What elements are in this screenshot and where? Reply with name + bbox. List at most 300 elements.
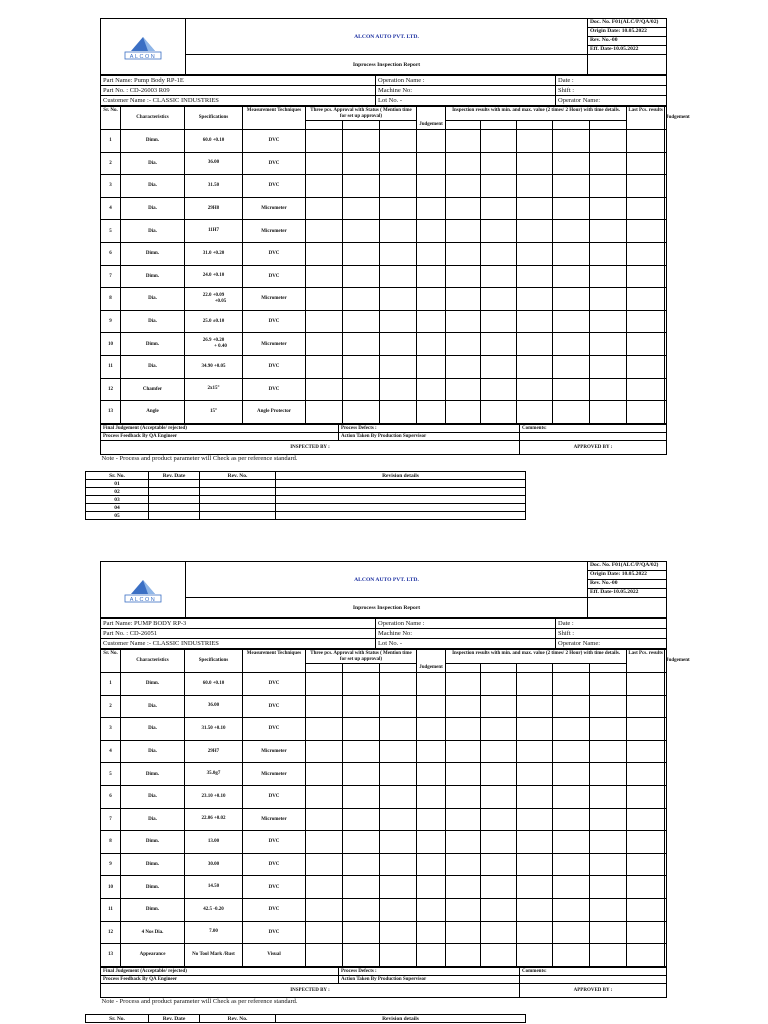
cell-entry[interactable] <box>665 130 667 153</box>
cell-entry[interactable] <box>590 853 627 876</box>
cell-entry[interactable] <box>590 355 627 378</box>
cell-entry[interactable] <box>343 876 380 899</box>
cell-entry[interactable] <box>446 310 481 333</box>
cell-entry[interactable] <box>343 175 380 198</box>
cell-entry[interactable] <box>665 898 667 921</box>
cell-entry[interactable] <box>553 921 590 944</box>
cell-entry[interactable] <box>517 898 553 921</box>
cell-entry[interactable] <box>380 740 417 763</box>
cell-entry[interactable] <box>481 853 517 876</box>
cell-entry[interactable] <box>665 785 667 808</box>
cell-entry[interactable] <box>446 355 481 378</box>
cell-entry[interactable] <box>627 152 665 175</box>
cell-entry[interactable] <box>481 378 517 401</box>
cell-entry[interactable] <box>417 220 446 243</box>
cell-entry[interactable] <box>417 695 446 718</box>
cell-entry[interactable] <box>343 378 380 401</box>
cell-entry[interactable] <box>417 288 446 311</box>
cell-entry[interactable] <box>306 378 343 401</box>
cell-entry[interactable] <box>553 220 590 243</box>
cell-entry[interactable] <box>517 355 553 378</box>
cell-entry[interactable] <box>417 853 446 876</box>
cell-entry[interactable] <box>627 763 665 786</box>
cell-entry[interactable] <box>306 695 343 718</box>
cell-entry[interactable] <box>417 242 446 265</box>
cell-entry[interactable] <box>481 333 517 356</box>
operation-name-field[interactable]: Operation Name : <box>376 619 556 629</box>
cell-entry[interactable] <box>665 242 667 265</box>
cell-entry[interactable] <box>481 831 517 854</box>
cell-entry[interactable] <box>517 763 553 786</box>
cell-entry[interactable] <box>627 876 665 899</box>
cell-entry[interactable] <box>417 378 446 401</box>
cell-entry[interactable] <box>446 152 481 175</box>
cell-entry[interactable] <box>553 785 590 808</box>
cell-entry[interactable] <box>665 944 667 967</box>
cell-entry[interactable] <box>343 898 380 921</box>
cell-entry[interactable] <box>627 378 665 401</box>
cell-entry[interactable] <box>306 785 343 808</box>
cell-entry[interactable] <box>306 898 343 921</box>
cell-entry[interactable] <box>553 763 590 786</box>
cell-entry[interactable] <box>446 898 481 921</box>
cell-entry[interactable] <box>590 333 627 356</box>
cell-entry[interactable] <box>380 355 417 378</box>
cell-entry[interactable] <box>417 763 446 786</box>
cell-entry[interactable] <box>665 152 667 175</box>
cell-entry[interactable] <box>446 876 481 899</box>
cell-entry[interactable] <box>481 152 517 175</box>
cell-entry[interactable] <box>481 220 517 243</box>
operation-name-field[interactable]: Operation Name : <box>376 76 556 86</box>
cell-entry[interactable] <box>417 921 446 944</box>
cell-entry[interactable] <box>343 808 380 831</box>
cell-entry[interactable] <box>553 265 590 288</box>
cell-entry[interactable] <box>590 898 627 921</box>
cell-entry[interactable] <box>627 355 665 378</box>
cell-entry[interactable] <box>417 740 446 763</box>
cell-entry[interactable] <box>446 220 481 243</box>
cell-entry[interactable] <box>590 808 627 831</box>
cell-entry[interactable] <box>481 401 517 424</box>
lot-no-field[interactable]: Lot No. - <box>376 96 556 106</box>
cell-entry[interactable] <box>665 333 667 356</box>
cell-entry[interactable] <box>306 288 343 311</box>
cell-entry[interactable] <box>380 763 417 786</box>
cell-entry[interactable] <box>590 152 627 175</box>
cell-entry[interactable] <box>665 401 667 424</box>
cell-entry[interactable] <box>517 310 553 333</box>
cell-entry[interactable] <box>380 673 417 696</box>
cell-characteristic: Dia. <box>121 355 185 378</box>
cell-entry[interactable] <box>517 921 553 944</box>
cell-entry[interactable] <box>306 175 343 198</box>
cell-entry[interactable] <box>343 288 380 311</box>
cell-entry[interactable] <box>446 378 481 401</box>
cell-entry[interactable] <box>343 944 380 967</box>
cell-entry[interactable] <box>417 808 446 831</box>
cell-entry[interactable] <box>627 695 665 718</box>
cell-entry[interactable] <box>665 831 667 854</box>
cell-entry[interactable] <box>306 763 343 786</box>
cell-entry[interactable] <box>306 921 343 944</box>
cell-entry[interactable] <box>627 220 665 243</box>
cell-entry[interactable] <box>446 673 481 696</box>
cell-entry[interactable] <box>343 763 380 786</box>
cell-entry[interactable] <box>627 853 665 876</box>
cell-entry[interactable] <box>517 152 553 175</box>
shift-field[interactable]: Shift : <box>556 629 667 639</box>
cell-entry[interactable] <box>627 175 665 198</box>
cell-entry[interactable] <box>627 898 665 921</box>
cell-entry[interactable] <box>306 152 343 175</box>
cell-entry[interactable] <box>446 288 481 311</box>
cell-entry[interactable] <box>380 808 417 831</box>
cell-entry[interactable] <box>343 740 380 763</box>
cell-entry[interactable] <box>517 853 553 876</box>
cell-entry[interactable] <box>380 220 417 243</box>
cell-entry[interactable] <box>380 921 417 944</box>
cell-entry[interactable] <box>343 401 380 424</box>
cell-entry[interactable] <box>665 355 667 378</box>
cell-entry[interactable] <box>517 333 553 356</box>
cell-entry[interactable] <box>380 401 417 424</box>
cell-entry[interactable] <box>590 401 627 424</box>
cell-entry[interactable] <box>590 785 627 808</box>
cell-entry[interactable] <box>627 197 665 220</box>
machine-no-field[interactable]: Machine No: <box>376 629 556 639</box>
cell-entry[interactable] <box>380 785 417 808</box>
cell-entry[interactable] <box>446 695 481 718</box>
cell-entry[interactable] <box>517 944 553 967</box>
cell-entry[interactable] <box>306 401 343 424</box>
cell-entry[interactable] <box>553 310 590 333</box>
cell-entry[interactable] <box>343 242 380 265</box>
cell-entry[interactable] <box>380 333 417 356</box>
table-row <box>101 695 667 718</box>
cell-entry[interactable] <box>481 944 517 967</box>
cell-entry[interactable] <box>481 288 517 311</box>
operator-name-field[interactable]: Operator Name: <box>556 639 667 649</box>
cell-entry[interactable] <box>553 944 590 967</box>
cell-entry[interactable] <box>590 130 627 153</box>
cell-entry[interactable] <box>517 197 553 220</box>
cell-entry[interactable] <box>590 673 627 696</box>
cell-entry[interactable] <box>306 333 343 356</box>
cell-entry[interactable] <box>627 265 665 288</box>
cell-entry[interactable] <box>665 763 667 786</box>
cell-entry[interactable] <box>481 355 517 378</box>
cell-entry[interactable] <box>627 944 665 967</box>
cell-entry[interactable] <box>446 333 481 356</box>
cell-entry[interactable] <box>306 876 343 899</box>
cell-entry[interactable] <box>627 401 665 424</box>
cell-entry[interactable] <box>380 152 417 175</box>
cell-entry[interactable] <box>553 898 590 921</box>
cell-entry[interactable] <box>446 785 481 808</box>
cell-entry[interactable] <box>481 763 517 786</box>
cell-entry[interactable] <box>343 831 380 854</box>
cell-entry[interactable] <box>343 673 380 696</box>
cell-entry[interactable] <box>306 718 343 741</box>
cell-entry[interactable] <box>417 876 446 899</box>
cell-entry[interactable] <box>481 898 517 921</box>
cell-entry[interactable] <box>590 378 627 401</box>
cell-entry[interactable] <box>665 921 667 944</box>
cell-entry[interactable] <box>590 175 627 198</box>
cell-entry[interactable] <box>343 853 380 876</box>
cell-entry[interactable] <box>517 130 553 153</box>
cell-entry[interactable] <box>553 355 590 378</box>
cell-entry[interactable] <box>380 175 417 198</box>
cell-entry[interactable] <box>446 853 481 876</box>
cell-entry[interactable] <box>446 763 481 786</box>
cell-entry[interactable] <box>627 673 665 696</box>
cell-entry[interactable] <box>343 333 380 356</box>
cell-entry[interactable] <box>417 898 446 921</box>
cell-entry[interactable] <box>553 378 590 401</box>
cell-entry[interactable] <box>553 197 590 220</box>
cell-entry[interactable] <box>446 265 481 288</box>
cell-entry[interactable] <box>590 718 627 741</box>
cell-entry[interactable] <box>343 921 380 944</box>
cell-entry[interactable] <box>590 220 627 243</box>
cell-entry[interactable] <box>590 242 627 265</box>
cell-entry[interactable] <box>446 831 481 854</box>
cell-entry[interactable] <box>481 718 517 741</box>
cell-entry[interactable] <box>627 242 665 265</box>
cell-entry[interactable] <box>306 853 343 876</box>
cell-entry[interactable] <box>665 673 667 696</box>
cell-entry[interactable] <box>481 673 517 696</box>
operator-name-field[interactable]: Operator Name: <box>556 96 667 106</box>
cell-entry[interactable] <box>306 355 343 378</box>
cell-entry[interactable] <box>343 310 380 333</box>
cell-entry[interactable] <box>306 265 343 288</box>
cell-entry[interactable] <box>553 288 590 311</box>
cell-entry[interactable] <box>627 808 665 831</box>
cell-entry[interactable] <box>517 265 553 288</box>
cell-entry[interactable] <box>553 152 590 175</box>
cell-entry[interactable] <box>553 401 590 424</box>
cell-entry[interactable] <box>665 718 667 741</box>
cell-entry[interactable] <box>380 310 417 333</box>
cell-entry[interactable] <box>590 310 627 333</box>
cell-entry[interactable] <box>380 876 417 899</box>
cell-entry[interactable] <box>665 288 667 311</box>
cell-entry[interactable] <box>517 831 553 854</box>
cell-entry[interactable] <box>481 876 517 899</box>
cell-entry[interactable] <box>306 808 343 831</box>
cell-entry[interactable] <box>553 808 590 831</box>
cell-entry[interactable] <box>380 695 417 718</box>
cell-entry[interactable] <box>553 130 590 153</box>
cell-entry[interactable] <box>417 130 446 153</box>
cell-entry[interactable] <box>517 876 553 899</box>
cell-entry[interactable] <box>417 355 446 378</box>
cell-entry[interactable] <box>665 853 667 876</box>
cell-entry[interactable] <box>553 695 590 718</box>
cell-entry[interactable] <box>446 197 481 220</box>
cell-entry[interactable] <box>380 831 417 854</box>
cell-entry[interactable] <box>380 130 417 153</box>
cell-entry[interactable] <box>517 378 553 401</box>
cell-entry[interactable] <box>481 130 517 153</box>
machine-no-field[interactable]: Machine No: <box>376 86 556 96</box>
cell-entry[interactable] <box>343 695 380 718</box>
cell-entry[interactable] <box>517 808 553 831</box>
date-field[interactable]: Date : <box>556 76 667 86</box>
cell-entry[interactable] <box>553 718 590 741</box>
cell-entry[interactable] <box>446 718 481 741</box>
cell-entry[interactable] <box>665 876 667 899</box>
cell-entry[interactable] <box>306 242 343 265</box>
cell-entry[interactable] <box>343 265 380 288</box>
cell-entry[interactable] <box>446 175 481 198</box>
cell-entry[interactable] <box>343 152 380 175</box>
cell-entry[interactable] <box>553 853 590 876</box>
cell-entry[interactable] <box>446 242 481 265</box>
cell-entry[interactable] <box>306 740 343 763</box>
cell-entry[interactable] <box>380 265 417 288</box>
cell-entry[interactable] <box>446 401 481 424</box>
cell-entry[interactable] <box>306 310 343 333</box>
cell-entry[interactable] <box>446 921 481 944</box>
cell-entry[interactable] <box>627 718 665 741</box>
cell-entry[interactable] <box>417 152 446 175</box>
cell-entry[interactable] <box>306 220 343 243</box>
cell-entry[interactable] <box>665 378 667 401</box>
cell-entry[interactable] <box>665 740 667 763</box>
cell-entry[interactable] <box>306 197 343 220</box>
cell-entry[interactable] <box>481 921 517 944</box>
cell-entry[interactable] <box>553 831 590 854</box>
cell-entry[interactable] <box>590 944 627 967</box>
cell-entry[interactable] <box>417 831 446 854</box>
cell-entry[interactable] <box>380 898 417 921</box>
cell-entry[interactable] <box>517 401 553 424</box>
cell-entry[interactable] <box>627 310 665 333</box>
cell-entry[interactable] <box>665 265 667 288</box>
cell-entry[interactable] <box>517 288 553 311</box>
cell-entry[interactable] <box>517 785 553 808</box>
cell-entry[interactable] <box>481 785 517 808</box>
cell-entry[interactable] <box>481 265 517 288</box>
cell-entry[interactable] <box>343 220 380 243</box>
cell-entry[interactable] <box>446 130 481 153</box>
cell-entry[interactable] <box>517 220 553 243</box>
cell-entry[interactable] <box>553 242 590 265</box>
cell-entry[interactable] <box>380 944 417 967</box>
cell-entry[interactable] <box>446 808 481 831</box>
cell-entry[interactable] <box>417 718 446 741</box>
cell-entry[interactable] <box>590 763 627 786</box>
cell-entry[interactable] <box>417 333 446 356</box>
cell-entry[interactable] <box>481 740 517 763</box>
cell-entry[interactable] <box>481 197 517 220</box>
cell-entry[interactable] <box>665 175 667 198</box>
cell-entry[interactable] <box>627 288 665 311</box>
cell-entry[interactable] <box>553 876 590 899</box>
cell-entry[interactable] <box>343 355 380 378</box>
cell-entry[interactable] <box>380 853 417 876</box>
cell-entry[interactable] <box>590 831 627 854</box>
lot-no-field[interactable]: Lot No. - <box>376 639 556 649</box>
cell-entry[interactable] <box>446 740 481 763</box>
cell-entry[interactable] <box>481 175 517 198</box>
cell-entry[interactable] <box>380 197 417 220</box>
cell-entry[interactable] <box>306 831 343 854</box>
cell-entry[interactable] <box>417 310 446 333</box>
cell-entry[interactable] <box>343 130 380 153</box>
cell-entry[interactable] <box>417 175 446 198</box>
cell-entry[interactable] <box>665 310 667 333</box>
cell-entry[interactable] <box>343 197 380 220</box>
cell-entry[interactable] <box>417 944 446 967</box>
cell-entry[interactable] <box>481 310 517 333</box>
cell-entry[interactable] <box>627 831 665 854</box>
cell-entry[interactable] <box>481 808 517 831</box>
cell-entry[interactable] <box>627 130 665 153</box>
cell-entry[interactable] <box>665 695 667 718</box>
cell-entry[interactable] <box>590 265 627 288</box>
cell-entry[interactable] <box>665 220 667 243</box>
cell-entry[interactable] <box>665 808 667 831</box>
cell-entry[interactable] <box>517 695 553 718</box>
cell-entry[interactable] <box>417 197 446 220</box>
cell-entry[interactable] <box>343 785 380 808</box>
cell-entry[interactable] <box>306 673 343 696</box>
cell-entry[interactable] <box>590 921 627 944</box>
cell-entry[interactable] <box>481 695 517 718</box>
cell-entry[interactable] <box>590 197 627 220</box>
cell-entry[interactable] <box>627 921 665 944</box>
date-field[interactable]: Date : <box>556 619 667 629</box>
cell-entry[interactable] <box>417 265 446 288</box>
cell-entry[interactable] <box>627 740 665 763</box>
cell-entry[interactable] <box>417 401 446 424</box>
cell-entry[interactable] <box>380 242 417 265</box>
cell-entry[interactable] <box>553 175 590 198</box>
cell-entry[interactable] <box>380 378 417 401</box>
cell-entry[interactable] <box>446 944 481 967</box>
cell-entry[interactable] <box>380 718 417 741</box>
cell-entry[interactable] <box>553 333 590 356</box>
cell-entry[interactable] <box>306 130 343 153</box>
cell-entry[interactable] <box>627 785 665 808</box>
cell-entry[interactable] <box>380 288 417 311</box>
cell-entry[interactable] <box>517 718 553 741</box>
cell-entry[interactable] <box>590 740 627 763</box>
cell-entry[interactable] <box>417 673 446 696</box>
cell-entry[interactable] <box>517 242 553 265</box>
cell-entry[interactable] <box>553 740 590 763</box>
cell-entry[interactable] <box>553 673 590 696</box>
cell-entry[interactable] <box>517 175 553 198</box>
cell-entry[interactable] <box>590 695 627 718</box>
shift-field[interactable]: Shift : <box>556 86 667 96</box>
cell-entry[interactable] <box>665 197 667 220</box>
cell-entry[interactable] <box>517 673 553 696</box>
cell-entry[interactable] <box>590 876 627 899</box>
cell-entry[interactable] <box>590 288 627 311</box>
cell-entry[interactable] <box>481 242 517 265</box>
cell-entry[interactable] <box>306 944 343 967</box>
cell-entry[interactable] <box>627 333 665 356</box>
cell-entry[interactable] <box>517 740 553 763</box>
cell-entry[interactable] <box>343 718 380 741</box>
cell-entry[interactable] <box>417 785 446 808</box>
